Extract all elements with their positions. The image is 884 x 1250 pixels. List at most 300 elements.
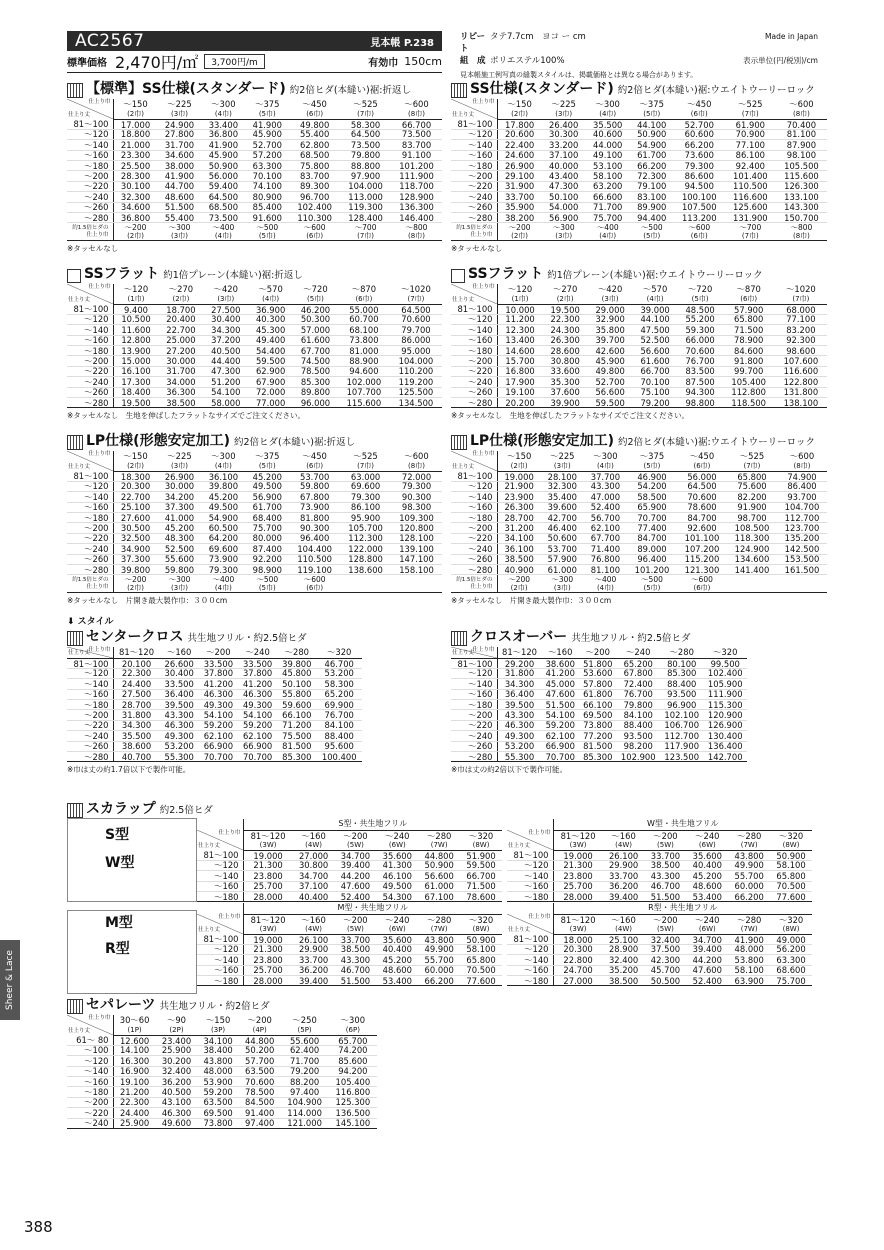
price-cell: 79.300 bbox=[674, 161, 725, 171]
price-cell: 21.300 bbox=[553, 860, 603, 870]
foot-cell: ～500 bbox=[640, 222, 663, 232]
price-cell: 131.900 bbox=[725, 213, 776, 223]
table-row bbox=[67, 502, 442, 512]
row-header: ～140 bbox=[451, 679, 497, 689]
price-cell: 23.900 bbox=[497, 492, 541, 502]
price-cell: 22.800 bbox=[553, 955, 603, 965]
price-cell: 83.700 bbox=[391, 140, 442, 150]
table-row bbox=[67, 523, 442, 533]
col-subheader: (7W) bbox=[728, 925, 770, 934]
foot-cell bbox=[777, 575, 827, 584]
price-cell: 16.300 bbox=[113, 1056, 156, 1066]
price-cell: 35.800 bbox=[588, 325, 633, 335]
table-row bbox=[451, 492, 827, 502]
col-header: ～250 bbox=[292, 1015, 317, 1026]
row-header: ～180 bbox=[197, 892, 243, 902]
price-cell: 21.000 bbox=[113, 140, 158, 150]
col-header: ～270 bbox=[552, 284, 578, 295]
section-title bbox=[451, 628, 767, 646]
price-cell: 51.500 bbox=[542, 700, 580, 710]
row-header: ～260 bbox=[67, 202, 113, 212]
price-cell: 131.800 bbox=[775, 387, 827, 397]
price-cell: 43.300 bbox=[497, 710, 542, 720]
table-row bbox=[67, 181, 442, 191]
square-icon bbox=[451, 269, 465, 283]
price-cell: 32.500 bbox=[113, 533, 158, 543]
price-cell: 53.200 bbox=[160, 741, 199, 751]
price-cell: 41.300 bbox=[376, 860, 418, 870]
price-cell: 36.300 bbox=[159, 387, 204, 397]
row-header: ～120 bbox=[451, 481, 497, 491]
col-subheader: (5巾) bbox=[678, 295, 723, 304]
price-value: 2,470円/㎡ bbox=[115, 53, 199, 72]
price-cell: 28.700 bbox=[497, 513, 541, 523]
row-header: ～180 bbox=[67, 346, 113, 356]
price-cell: 97.400 bbox=[280, 1087, 328, 1097]
table-row bbox=[451, 679, 747, 689]
row-header: ～120 bbox=[67, 668, 113, 678]
col-subheader: (7W) bbox=[728, 841, 770, 850]
price-cell: 39.700 bbox=[588, 335, 633, 345]
table-row bbox=[507, 892, 812, 902]
price-row bbox=[67, 51, 442, 73]
price-cell: 46.300 bbox=[497, 720, 542, 730]
price-cell: 34.700 bbox=[686, 934, 728, 944]
price-cell: 11.200 bbox=[497, 314, 543, 324]
price-cell: 24.600 bbox=[497, 150, 542, 160]
corner-width-label: 仕上り巾 bbox=[472, 284, 495, 290]
corner-width-label: 仕上り巾 bbox=[88, 1015, 111, 1021]
price-cell: 68.500 bbox=[201, 202, 245, 212]
price-cell: 43.300 bbox=[335, 955, 377, 965]
table-row bbox=[67, 668, 362, 678]
col-header: ～160 bbox=[611, 830, 636, 841]
corner-width-label: 仕上り巾 bbox=[218, 914, 241, 920]
price-cell: 41.900 bbox=[158, 171, 202, 181]
price-cell: 70.600 bbox=[678, 346, 723, 356]
price-cell: 100.100 bbox=[674, 192, 725, 202]
price-cell: 37.200 bbox=[203, 335, 248, 345]
section-title-text: LP仕様(形態安定加工) bbox=[470, 433, 614, 449]
foot-row-2 bbox=[451, 232, 827, 241]
price-cell: 46.200 bbox=[293, 304, 338, 314]
foot-cell: ～500 bbox=[256, 222, 279, 232]
group-header: S型・共生地フリル bbox=[243, 819, 502, 830]
price-cell: 33.600 bbox=[543, 366, 588, 376]
section-lp-fold bbox=[67, 432, 442, 606]
col-header: ～200 bbox=[579, 647, 617, 658]
price-cell: 104.400 bbox=[289, 544, 340, 554]
price-cell: 51.200 bbox=[203, 377, 248, 387]
price-cell: 98.200 bbox=[617, 741, 660, 751]
price-cell: 70.500 bbox=[770, 881, 812, 891]
price-cell: 30.800 bbox=[543, 356, 588, 366]
price-cell: 35.600 bbox=[376, 850, 418, 860]
price-cell: 34.700 bbox=[293, 871, 335, 881]
table-corner bbox=[451, 647, 497, 658]
price-cell: 56.200 bbox=[770, 944, 812, 954]
section-note: ※タッセルなし 生地を伸ばしたフラットなサイズでご注文ください。 bbox=[67, 411, 306, 421]
col-header: ～160 bbox=[301, 830, 326, 841]
col-subheader: (3巾) bbox=[541, 462, 584, 471]
table-row bbox=[507, 871, 812, 881]
row-header: ～140 bbox=[67, 140, 113, 150]
table-row bbox=[451, 668, 747, 678]
row-header: ～240 bbox=[451, 731, 497, 741]
price-table bbox=[67, 99, 442, 241]
price-cell: 62.100 bbox=[542, 731, 580, 741]
price-cell: 28.100 bbox=[541, 471, 584, 481]
row-header: 81～100 bbox=[507, 934, 553, 944]
price-per-meter: 3,700円/m bbox=[204, 54, 265, 69]
price-cell: 79.800 bbox=[617, 700, 660, 710]
corner-width-label: 仕上り巾 bbox=[88, 99, 111, 105]
price-cell: 73.800 bbox=[197, 1118, 239, 1128]
col-subheader: (3P) bbox=[197, 1026, 239, 1035]
price-cell: 76.700 bbox=[316, 710, 362, 720]
price-cell: 118.700 bbox=[391, 181, 442, 191]
price-cell: 13.900 bbox=[113, 346, 159, 356]
corner-width-label: 仕上り巾 bbox=[88, 647, 111, 653]
price-cell: 20.200 bbox=[497, 398, 543, 408]
col-subheader: (8巾) bbox=[776, 110, 827, 119]
curtain-icon bbox=[451, 83, 467, 98]
price-cell: 54.100 bbox=[199, 710, 238, 720]
corner-width-label: 仕上り巾 bbox=[528, 830, 551, 836]
table-row bbox=[67, 129, 442, 139]
price-cell: 92.300 bbox=[775, 335, 827, 345]
table-row bbox=[451, 700, 747, 710]
price-cell: 46.400 bbox=[541, 523, 584, 533]
price-cell: 77.600 bbox=[770, 892, 812, 902]
table-row bbox=[67, 533, 442, 543]
price-cell: 61.600 bbox=[293, 335, 338, 345]
col-header: ～150 bbox=[507, 99, 532, 110]
foot-cell: ～400 bbox=[594, 574, 617, 584]
price-cell: 59.800 bbox=[289, 481, 340, 491]
section-title bbox=[67, 80, 442, 98]
row-header: ～140 bbox=[67, 1066, 113, 1076]
foot-row bbox=[67, 575, 442, 584]
price-cell: 63.900 bbox=[728, 976, 770, 986]
price-cell: 50.900 bbox=[630, 129, 674, 139]
row-header: ～160 bbox=[67, 502, 113, 512]
price-cell: 78.600 bbox=[677, 502, 727, 512]
price-cell: 94.600 bbox=[338, 366, 390, 376]
price-cell: 37.300 bbox=[113, 554, 158, 564]
foot-sub-cell: (2巾) bbox=[497, 232, 542, 241]
price-cell: 34.100 bbox=[497, 533, 541, 543]
table-row bbox=[197, 965, 502, 975]
price-cell: 19.500 bbox=[113, 398, 159, 408]
price-cell: 75.700 bbox=[586, 213, 630, 223]
price-cell: 81.500 bbox=[579, 741, 617, 751]
spec-block bbox=[460, 31, 818, 81]
price-cell: 59.200 bbox=[199, 720, 238, 730]
price-cell: 63.200 bbox=[586, 181, 630, 191]
price-cell: 55.300 bbox=[160, 752, 199, 762]
price-cell: 61.800 bbox=[579, 689, 617, 699]
price-cell: 89.300 bbox=[289, 181, 340, 191]
foot-cell: ～300 bbox=[551, 574, 574, 584]
foot-cell: ～300 bbox=[168, 222, 191, 232]
price-cell: 58.300 bbox=[316, 679, 362, 689]
section-title-text: SS仕様(スタンダード) bbox=[470, 81, 614, 97]
col-header: 81～120 bbox=[560, 914, 596, 925]
price-cell: 102.900 bbox=[617, 752, 660, 762]
price-cell: 69.500 bbox=[579, 710, 617, 720]
price-cell: 40.400 bbox=[293, 892, 335, 902]
price-cell: 47.000 bbox=[584, 492, 627, 502]
price-cell: 105.900 bbox=[703, 679, 747, 689]
col-subheader: (2巾) bbox=[113, 110, 158, 119]
foot-sub-cell: (6巾) bbox=[289, 584, 340, 593]
price-cell: 50.500 bbox=[645, 976, 687, 986]
price-cell: 106.700 bbox=[660, 720, 703, 730]
price-cell: 23.300 bbox=[113, 150, 158, 160]
price-cell: 66.900 bbox=[199, 741, 238, 751]
price-cell: 125.500 bbox=[390, 387, 442, 397]
col-header: ～600 bbox=[404, 451, 429, 462]
row-header: ～120 bbox=[197, 944, 243, 954]
table-row bbox=[67, 492, 442, 502]
price-cell: 70.600 bbox=[390, 314, 442, 324]
sample-book-page: 見本帳 P.238 bbox=[370, 37, 434, 49]
table-row bbox=[507, 955, 812, 965]
col-header: ～280 bbox=[660, 647, 703, 658]
price-cell: 73.500 bbox=[391, 129, 442, 139]
price-cell: 63.500 bbox=[239, 1066, 281, 1076]
row-header: 81～100 bbox=[451, 304, 497, 314]
table-row bbox=[451, 346, 827, 356]
price-cell: 44.100 bbox=[633, 314, 678, 324]
price-cell: 43.800 bbox=[728, 850, 770, 860]
price-cell: 36.100 bbox=[201, 471, 245, 481]
price-cell: 28.700 bbox=[113, 700, 160, 710]
price-cell: 44.000 bbox=[586, 140, 630, 150]
row-header: ～120 bbox=[507, 860, 553, 870]
table-row bbox=[507, 850, 812, 860]
foot-cell: ～200 bbox=[508, 222, 531, 232]
price-cell: 136.300 bbox=[391, 202, 442, 212]
col-subheader: (4巾) bbox=[584, 462, 627, 471]
table-corner bbox=[67, 1015, 113, 1035]
price-cell: 30.200 bbox=[156, 1056, 198, 1066]
price-cell: 136.500 bbox=[329, 1108, 377, 1118]
col-subheader: (8W) bbox=[460, 841, 502, 850]
price-cell: 70.900 bbox=[725, 129, 776, 139]
price-cell: 138.100 bbox=[775, 398, 827, 408]
section-title-text: SSフラット bbox=[468, 266, 544, 282]
price-cell: 75.600 bbox=[727, 481, 777, 491]
section-subtitle: 約2倍ヒダ(本縫い)裾:ウエイトウーリーロック bbox=[617, 85, 815, 96]
section-title bbox=[67, 996, 387, 1014]
table-row bbox=[451, 181, 827, 191]
price-cell: 126.900 bbox=[703, 720, 747, 730]
table-row bbox=[67, 171, 442, 181]
price-cell: 85.300 bbox=[293, 377, 338, 387]
table-row bbox=[67, 1118, 377, 1128]
price-cell: 105.700 bbox=[340, 523, 391, 533]
price-cell: 25.900 bbox=[113, 1118, 156, 1128]
col-header: ～280 bbox=[277, 647, 316, 658]
price-cell: 27.000 bbox=[293, 850, 335, 860]
row-header: ～160 bbox=[197, 881, 243, 891]
row-header: ～140 bbox=[507, 955, 553, 965]
col-header: ～320 bbox=[778, 830, 804, 841]
price-cell: 68.400 bbox=[245, 513, 289, 523]
price-cell: 64.500 bbox=[390, 304, 442, 314]
foot-cell: ～600 bbox=[303, 574, 326, 584]
table-row bbox=[451, 752, 747, 762]
price-cell: 32.400 bbox=[156, 1066, 198, 1076]
price-cell: 38.600 bbox=[113, 741, 160, 751]
price-cell: 43.300 bbox=[645, 871, 687, 881]
price-cell: 33.700 bbox=[645, 850, 687, 860]
col-header: ～240 bbox=[385, 914, 410, 925]
price-cell: 31.700 bbox=[159, 366, 204, 376]
section-separate bbox=[67, 996, 387, 1129]
price-cell: 118.300 bbox=[727, 533, 777, 543]
col-subheader: (6P) bbox=[329, 1026, 377, 1035]
foot-sub-cell: (5巾) bbox=[245, 232, 289, 241]
price-cell: 79.300 bbox=[201, 565, 245, 575]
row-header: ～280 bbox=[67, 398, 113, 408]
price-cell: 33.700 bbox=[497, 192, 542, 202]
col-header: 81～120 bbox=[497, 647, 542, 658]
price-cell: 74.100 bbox=[245, 181, 289, 191]
price-cell: 73.800 bbox=[338, 335, 390, 345]
price-cell: 17.000 bbox=[113, 119, 158, 129]
foot-sub-cell: (3巾) bbox=[158, 232, 202, 241]
price-cell: 112.700 bbox=[777, 513, 827, 523]
price-cell: 57.000 bbox=[293, 325, 338, 335]
price-cell: 134.600 bbox=[727, 554, 777, 564]
row-header: ～240 bbox=[67, 1118, 113, 1128]
price-cell: 85.400 bbox=[245, 202, 289, 212]
price-cell: 90.300 bbox=[289, 523, 340, 533]
col-header: ～320 bbox=[468, 830, 494, 841]
price-cell: 46.300 bbox=[238, 689, 277, 699]
price-cell: 54.100 bbox=[238, 710, 277, 720]
col-subheader: (2P) bbox=[156, 1026, 198, 1035]
price-cell: 91.900 bbox=[727, 502, 777, 512]
price-table bbox=[451, 99, 827, 241]
price-cell: 66.900 bbox=[238, 741, 277, 751]
composition-label: 組 成 bbox=[460, 56, 486, 66]
foot-sub-cell bbox=[727, 584, 777, 593]
price-cell: 89.800 bbox=[293, 387, 338, 397]
price-cell: 59.200 bbox=[542, 720, 580, 730]
row-header: ～260 bbox=[67, 741, 113, 751]
col-header: ～200 bbox=[343, 914, 368, 925]
price-cell: 110.300 bbox=[289, 213, 340, 223]
price-cell: 43.100 bbox=[156, 1097, 198, 1107]
price-cell: 128.800 bbox=[340, 554, 391, 564]
table-row bbox=[451, 533, 827, 543]
price-cell: 29.100 bbox=[497, 171, 542, 181]
price-cell: 59.600 bbox=[277, 700, 316, 710]
price-cell: 117.900 bbox=[660, 741, 703, 751]
price-cell: 37.800 bbox=[238, 668, 277, 678]
col-header: ～150 bbox=[506, 451, 532, 462]
price-cell: 22.300 bbox=[113, 1097, 156, 1107]
table-corner bbox=[507, 830, 553, 850]
row-header: ～220 bbox=[451, 366, 497, 376]
price-cell: 70.500 bbox=[460, 965, 502, 975]
curtain-icon bbox=[451, 631, 467, 646]
price-cell: 29.900 bbox=[293, 944, 335, 954]
foot-cell: ～300 bbox=[552, 222, 575, 232]
price-cell: 54.900 bbox=[201, 513, 245, 523]
price-cell: 71.200 bbox=[277, 720, 316, 730]
foot-sub-cell bbox=[391, 584, 442, 593]
price-cell: 84.700 bbox=[627, 533, 677, 543]
price-cell: 38.400 bbox=[197, 1045, 239, 1055]
foot-sub-cell: (5巾) bbox=[245, 584, 289, 593]
price-cell: 96.400 bbox=[627, 554, 677, 564]
price-cell: 92.200 bbox=[245, 554, 289, 564]
col-subheader: (8巾) bbox=[777, 462, 827, 471]
price-cell: 65.800 bbox=[770, 871, 812, 881]
price-cell: 130.400 bbox=[703, 731, 747, 741]
price-cell: 49.300 bbox=[238, 700, 277, 710]
col-header: 81～120 bbox=[250, 830, 286, 841]
price-cell: 45.200 bbox=[686, 871, 728, 881]
section-subtitle: 共生地フリル・約2.5倍ヒダ bbox=[571, 633, 691, 644]
price-cell: 22.400 bbox=[497, 140, 542, 150]
foot-cell: ～600 bbox=[303, 222, 326, 232]
price-cell: 70.700 bbox=[542, 752, 580, 762]
row-header: 81～100 bbox=[451, 471, 497, 481]
price-cell: 110.200 bbox=[390, 366, 442, 376]
col-header: ～240 bbox=[385, 830, 410, 841]
section-std-flat-fold bbox=[67, 80, 442, 254]
price-cell: 47.600 bbox=[542, 689, 580, 699]
col-subheader: (2巾) bbox=[497, 110, 542, 119]
section-subtitle: 約2倍ヒダ(本縫い)裾:折返し bbox=[233, 437, 356, 448]
table-row bbox=[197, 850, 502, 860]
foot-sub-cell: (8巾) bbox=[776, 232, 827, 241]
col-header: 81～120 bbox=[560, 830, 596, 841]
price-cell: 30.300 bbox=[542, 129, 586, 139]
foot-label: 約1.5倍ヒダの仕上り巾 bbox=[451, 575, 497, 593]
price-cell: 12.600 bbox=[113, 1035, 156, 1045]
price-cell: 109.300 bbox=[391, 513, 442, 523]
col-header: ～150 bbox=[123, 99, 148, 110]
price-cell: 31.800 bbox=[497, 668, 542, 678]
table-row bbox=[451, 356, 827, 366]
price-cell: 57.200 bbox=[245, 150, 289, 160]
price-cell: 29.900 bbox=[603, 860, 645, 870]
table-row bbox=[451, 731, 747, 741]
price-cell: 55.600 bbox=[280, 1035, 328, 1045]
col-header: ～225 bbox=[550, 451, 575, 462]
price-cell: 49.800 bbox=[588, 366, 633, 376]
price-cell: 24.400 bbox=[113, 1108, 156, 1118]
price-cell: 9.400 bbox=[113, 304, 159, 314]
price-cell: 45.700 bbox=[645, 965, 687, 975]
price-cell: 26.900 bbox=[158, 471, 202, 481]
price-cell: 75.700 bbox=[245, 523, 289, 533]
table-row bbox=[67, 398, 442, 408]
price-cell: 87.500 bbox=[678, 377, 723, 387]
price-cell: 83.700 bbox=[289, 171, 340, 181]
price-cell: 35.300 bbox=[543, 377, 588, 387]
price-cell: 61.000 bbox=[541, 565, 584, 575]
foot-cell bbox=[727, 575, 777, 584]
col-header: ～200 bbox=[653, 830, 678, 841]
